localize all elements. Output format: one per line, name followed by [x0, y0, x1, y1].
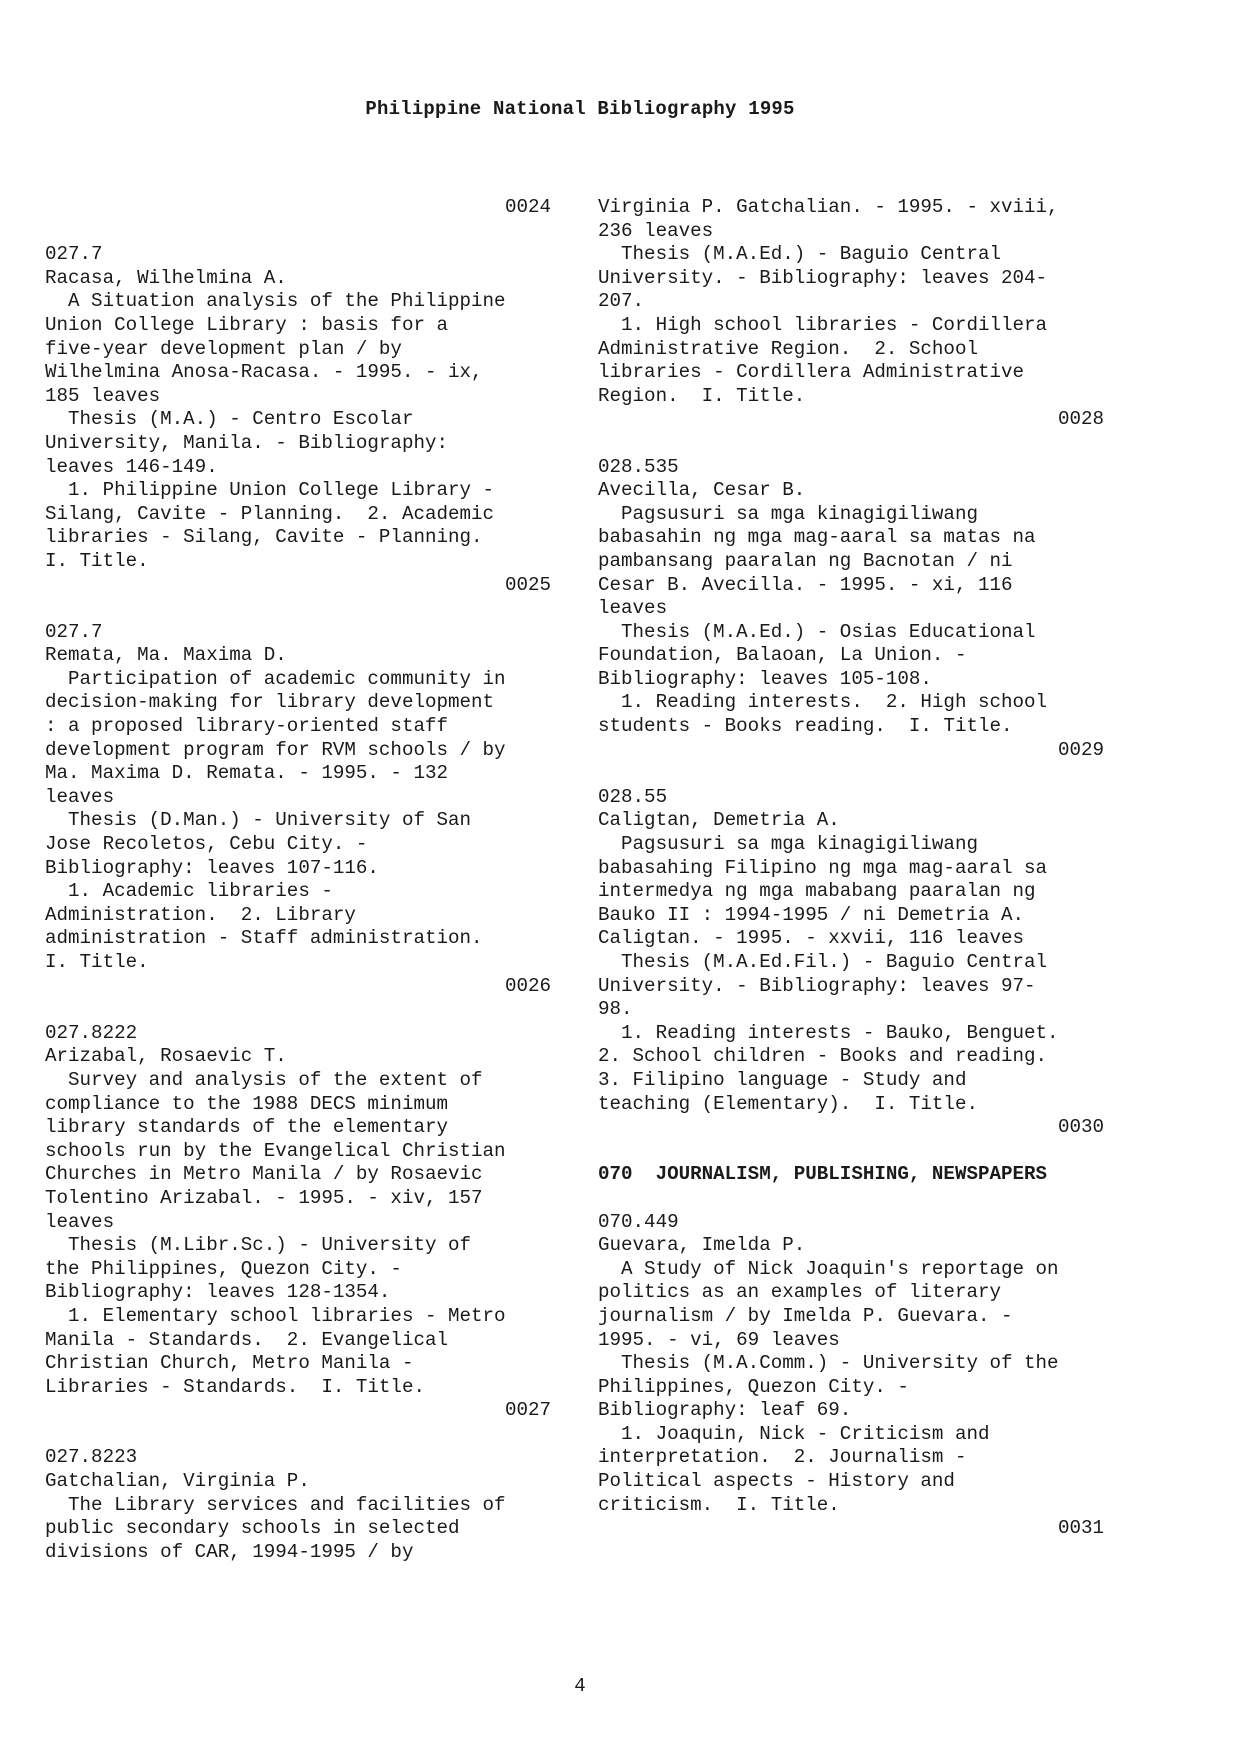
text-line: 070.449: [598, 1210, 679, 1233]
text-line: Virginia P. Gatchalian. - 1995. - xviii,: [598, 196, 1059, 218]
text-line: library standards of the elementary: [45, 1116, 449, 1139]
right-column: [598, 196, 1104, 1541]
text-line: I. Title.: [45, 549, 149, 572]
spacer: [598, 1140, 1104, 1164]
text-line: Arizabal, Rosaevic T.: [45, 1045, 287, 1068]
text-line: : a proposed library-oriented staff: [45, 715, 449, 738]
text-line: 1. Academic libraries -: [45, 880, 333, 903]
text-line: Thesis (M.A.Ed.) - Baguio Central: [598, 243, 1002, 266]
record-number: 0025: [504, 573, 551, 596]
text-line: 027.8222: [45, 1021, 138, 1044]
text-line: Foundation, Balaoan, La Union. -: [598, 644, 967, 667]
record-number: 0028: [1057, 408, 1104, 431]
text-line: University. - Bibliography: leaves 97-: [598, 974, 1036, 997]
text-line: Caligtan, Demetria A.: [598, 809, 840, 832]
text-line: pambansang paaralan ng Bacnotan / ni: [598, 549, 1013, 572]
text-line: Survey and analysis of the extent of: [45, 1068, 483, 1091]
text-line: 185 leaves: [45, 384, 161, 407]
spacer: [598, 1187, 1104, 1211]
text-line: 1. High school libraries - Cordillera: [598, 313, 1048, 336]
text-line: Bibliography: leaf 69.: [598, 1399, 852, 1422]
record-number: 0031: [1057, 1517, 1104, 1540]
text-line: Thesis (M.A.) - Centro Escolar: [45, 408, 414, 431]
text-line: 236 leaves: [598, 219, 714, 242]
text-line: compliance to the 1988 DECS minimum: [45, 1092, 449, 1115]
text-line: Christian Church, Metro Manila -: [45, 1352, 414, 1375]
text-line: 2. School children - Books and reading.: [598, 1045, 1048, 1068]
text-line: Gatchalian, Virginia P.: [45, 1470, 310, 1493]
text-line: Cesar B. Avecilla. - 1995. - xi, 116: [598, 573, 1013, 596]
text-line: Bibliography: leaves 107-116.: [45, 856, 379, 879]
text-line: students - Books reading. I. Title.: [598, 715, 1013, 738]
text-line: journalism / by Imelda P. Guevara. -: [598, 1304, 1013, 1327]
text-line: administration - Staff administration.: [45, 927, 483, 950]
text-line: schools run by the Evangelical Christian: [45, 1139, 506, 1162]
text-line: 1. Reading interests - Bauko, Benguet.: [598, 1021, 1059, 1044]
text-line: Racasa, Wilhelmina A.: [45, 266, 287, 289]
text-line: decision-making for library development: [45, 691, 495, 714]
text-line: Guevara, Imelda P.: [598, 1234, 806, 1257]
text-line: leaves: [45, 1210, 115, 1233]
text-line: Thesis (D.Man.) - University of San: [45, 809, 472, 832]
page-number: 4: [574, 1675, 586, 1697]
text-line: Avecilla, Cesar B.: [598, 479, 806, 502]
text-line: Union College Library : basis for a: [45, 313, 449, 336]
text-line: five-year development plan / by: [45, 337, 402, 360]
text-line: leaves 146-149.: [45, 455, 218, 478]
text-line: libraries - Cordillera Administrative: [598, 361, 1025, 384]
spacer: [45, 998, 551, 1022]
text-line: Philippines, Quezon City. -: [598, 1375, 909, 1398]
spacer: [45, 220, 551, 244]
text-line: A Situation analysis of the Philippine: [45, 290, 506, 313]
text-line: divisions of CAR, 1994-1995 / by: [45, 1540, 414, 1563]
text-line: babasahin ng mga mag-aaral sa matas na: [598, 526, 1036, 549]
text-line: leaves: [598, 597, 668, 620]
record-number: 0024: [504, 196, 551, 218]
text-line: Bibliography: leaves 128-1354.: [45, 1281, 391, 1304]
record-number: 0026: [504, 974, 551, 997]
record-number: 0029: [1057, 738, 1104, 761]
text-line: Thesis (M.A.Comm.) - University of the: [598, 1352, 1059, 1375]
text-line: leaves: [45, 785, 115, 808]
text-line: Remata, Ma. Maxima D.: [45, 644, 287, 667]
text-line: 1. Philippine Union College Library -: [45, 479, 495, 502]
spacer: [45, 597, 551, 621]
text-line: 027.7: [45, 243, 103, 266]
text-line: Manila - Standards. 2. Evangelical: [45, 1328, 449, 1351]
text-line: 3. Filipino language - Study and: [598, 1068, 967, 1091]
text-line: libraries - Silang, Cavite - Planning.: [45, 526, 483, 549]
text-line: Participation of academic community in: [45, 667, 506, 690]
text-line: 98.: [598, 998, 633, 1021]
page-title: Philippine National Bibliography 1995: [365, 98, 795, 120]
text-line: University. - Bibliography: leaves 204-: [598, 266, 1048, 289]
text-line: teaching (Elementary). I. Title.: [598, 1092, 978, 1115]
left-column: [45, 196, 551, 1564]
spacer: [598, 762, 1104, 786]
text-line: A Study of Nick Joaquin's reportage on: [598, 1257, 1059, 1280]
text-line: 028.55: [598, 785, 668, 808]
text-line: Pagsusuri sa mga kinagigiliwang: [598, 833, 978, 856]
text-line: Silang, Cavite - Planning. 2. Academic: [45, 502, 495, 525]
text-line: public secondary schools in selected: [45, 1517, 460, 1540]
text-line: Political aspects - History and: [598, 1470, 955, 1493]
text-line: 1. Elementary school libraries - Metro: [45, 1304, 506, 1327]
record-number: 0027: [504, 1399, 551, 1422]
text-line: politics as an examples of literary: [598, 1281, 1002, 1304]
text-line: University, Manila. - Bibliography:: [45, 431, 449, 454]
text-line: Jose Recoletos, Cebu City. -: [45, 833, 368, 856]
text-line: 027.7: [45, 620, 103, 643]
text-line: 1. Joaquin, Nick - Criticism and: [598, 1422, 990, 1445]
text-line: Bauko II : 1994-1995 / ni Demetria A.: [598, 903, 1025, 926]
text-line: criticism. I. Title.: [598, 1493, 840, 1516]
text-line: 1. Reading interests. 2. High school: [598, 691, 1048, 714]
text-line: Wilhelmina Anosa-Racasa. - 1995. - ix,: [45, 361, 483, 384]
spacer: [45, 1423, 551, 1447]
text-line: The Library services and facilities of: [45, 1493, 506, 1516]
text-line: Administrative Region. 2. School: [598, 337, 978, 360]
text-line: Region. I. Title.: [598, 384, 806, 407]
text-line: Thesis (M.A.Ed.Fil.) - Baguio Central: [598, 951, 1048, 973]
record-number: 0030: [1057, 1116, 1104, 1139]
text-line: interpretation. 2. Journalism -: [598, 1446, 967, 1469]
text-line: 028.535: [598, 455, 679, 478]
text-line: Ma. Maxima D. Remata. - 1995. - 132: [45, 762, 449, 785]
text-line: intermedya ng mga mababang paaralan ng: [598, 880, 1036, 903]
text-line: Churches in Metro Manila / by Rosaevic: [45, 1163, 483, 1186]
text-line: Thesis (M.Libr.Sc.) - University of: [45, 1234, 472, 1257]
section-heading: 070 JOURNALISM, PUBLISHING, NEWSPAPERS: [598, 1163, 1048, 1186]
text-line: Administration. 2. Library: [45, 903, 356, 926]
text-line: development program for RVM schools / by: [45, 738, 506, 761]
text-line: Pagsusuri sa mga kinagigiliwang: [598, 502, 978, 525]
text-line: Thesis (M.A.Ed.) - Osias Educational: [598, 620, 1036, 643]
spacer: [598, 432, 1104, 456]
text-line: Bibliography: leaves 105-108.: [598, 667, 932, 690]
text-line: 207.: [598, 290, 645, 313]
text-line: 1995. - vi, 69 leaves: [598, 1328, 840, 1351]
text-line: 027.8223: [45, 1446, 138, 1469]
text-line: Libraries - Standards. I. Title.: [45, 1375, 425, 1398]
text-line: babasahing Filipino ng mga mag-aaral sa: [598, 856, 1048, 879]
text-line: the Philippines, Quezon City. -: [45, 1257, 402, 1280]
text-line: Tolentino Arizabal. - 1995. - xiv, 157: [45, 1186, 483, 1209]
text-line: I. Title.: [45, 951, 149, 973]
text-line: Caligtan. - 1995. - xxvii, 116 leaves: [598, 927, 1025, 950]
